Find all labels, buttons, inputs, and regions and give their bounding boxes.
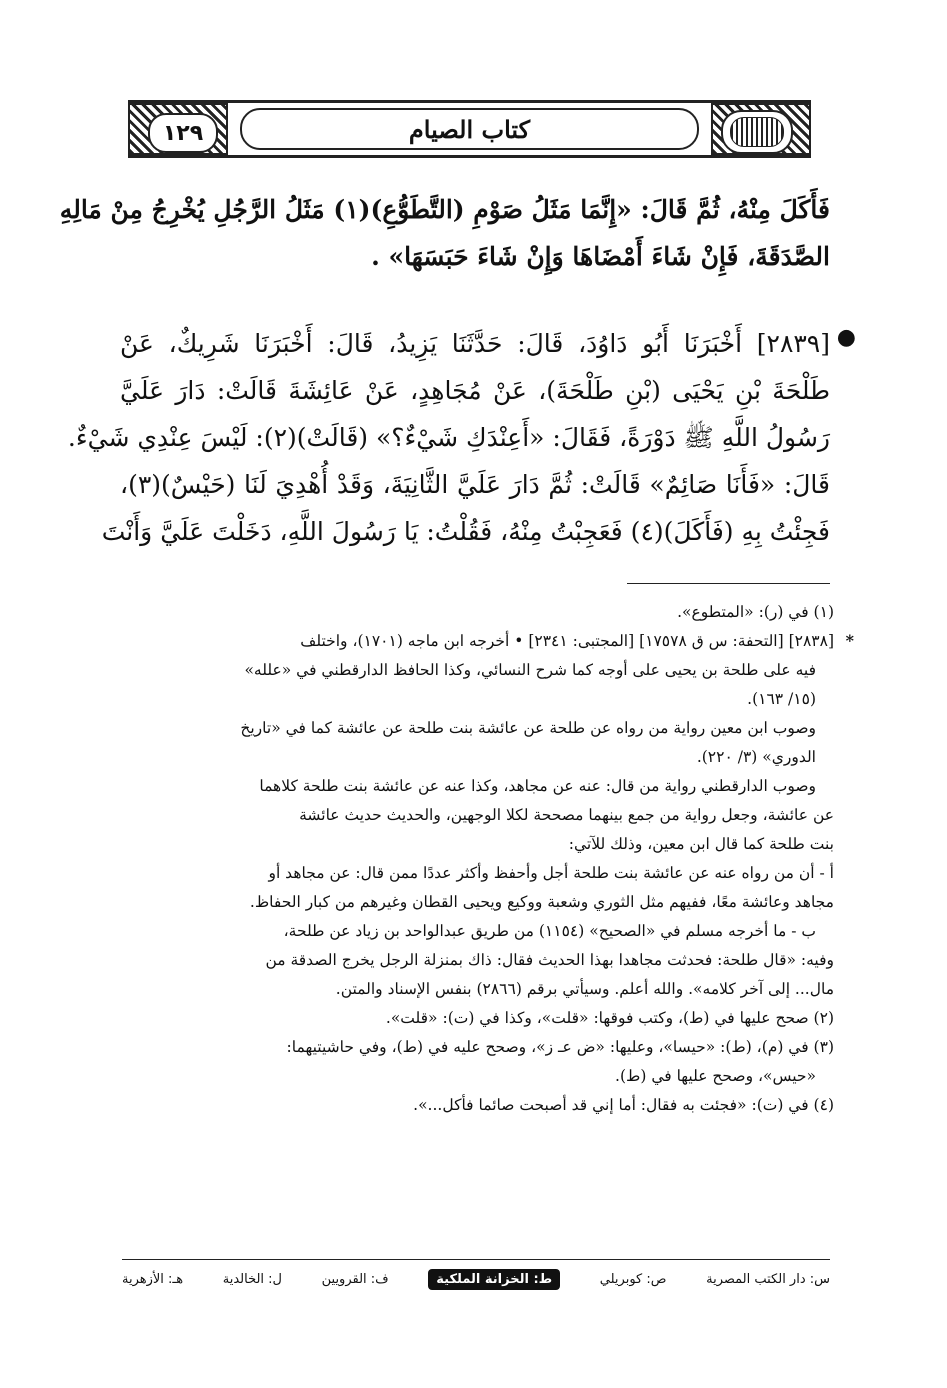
- footnote-2: (٢) صحح عليها في (ط)، وكتب فوقها: «قلت»، وكذا في (ت): «قلت».: [385, 1009, 834, 1027]
- text-line: فَجِئْتُ بِهِ (فَأَكَلَ)(٤) فَعَجِبْتُ مِنْهُ، فَقُلْتُ: يَا رَسُولَ اللَّهِ، دَخَلْتَ عَلَيَّ وَأَنْتَ: [101, 517, 830, 546]
- intro-paragraph: [59, 186, 830, 280]
- text-line: قَالَ: «فَأَنَا صَائِمٌ» قَالَتْ: ثُمَّ دَارَ عَلَيَّ الثَّانِيَةَ، وَقَدْ أُهْدِيَ لَنَا (حَيْسٌ)(٣)،: [120, 470, 830, 499]
- legend-item: ص: كوبريلي: [599, 1271, 667, 1287]
- title-cartouche: [240, 108, 699, 150]
- footnote-4: (٤) في (ت): «فجئت به فقال: أما إني قد أصبحت صائما فأكل...».: [413, 1096, 834, 1114]
- footnote-3-cont: «حيس»، وصحح عليها في (ط).: [615, 1067, 816, 1085]
- commentary-line: (١٥/ ١٦٣).: [747, 690, 816, 708]
- header-top-rule: [128, 100, 811, 103]
- text-line: فَأَكَلَ مِنْهُ، ثُمَّ قَالَ: «إِنَّمَا مَثَلُ صَوْمِ (التَّطَوُّعِ)(١) مَثَلُ الرَّجُلِ يُخْرِجُ مِنْ مَالِهِ: [59, 195, 830, 224]
- text-line: الصَّدَقَةَ، فَإِنْ شَاءَ أَمْضَاهَا وَإِنْ شَاءَ حَبَسَهَا» .: [371, 242, 830, 271]
- page-header: [128, 100, 811, 158]
- footer-rule: [122, 1259, 830, 1260]
- page-number: ١٢٩: [148, 113, 218, 153]
- commentary-line: عن عائشة، وجعل رواية من جمع بينهما مصححة لكلا الوجهين، والحديث حديث عائشة: [299, 806, 834, 824]
- commentary-line: مجاهد وعائشة معًا، ففيهم مثل الثوري وشعبة ووكيع ويحيى القطان وغيرهم من كبار الحفاظ.: [249, 893, 834, 911]
- footnotes: [118, 598, 854, 1120]
- header-bottom-rule: [128, 155, 811, 158]
- book-emblem-icon: [721, 110, 793, 154]
- asterisk-icon: *: [845, 631, 854, 650]
- text-line: [٢٨٣٩] أَخْبَرَنَا أَبُو دَاوُدَ، قَالَ: حَدَّثَنَا يَزِيدُ، قَالَ: أَخْبَرَنَا شَرِيكٌ، عَنْ: [120, 329, 830, 358]
- left-ornament: [128, 103, 228, 155]
- commentary-line: فيه على طلحة بن يحيى على أوجه كما شرح النسائي، وكذا الحافظ الدارقطني في «علله»: [244, 661, 816, 679]
- footnote-1: (١) في (ر): «المتطوع».: [677, 603, 834, 621]
- text-line: طَلْحَةَ بْنِ يَحْيَى (بْنِ طَلْحَةَ)، عَنْ مُجَاهِدٍ، عَنْ عَائِشَةَ قَالَتْ: دَارَ عَلَيَّ: [120, 376, 830, 405]
- legend-item-highlighted: ط: الخزانة الملكية: [428, 1269, 560, 1290]
- commentary-line: وصوب الدارقطني رواية من قال: عنه عن مجاهد، وكذا عنه عن عائشة بنت طلحة كلاهما: [259, 777, 816, 795]
- legend-item: هـ: الأزهرية: [122, 1271, 184, 1287]
- footnote-3: (٣) في (م)، (ط): «حيسا»، وعليها: «ض عـ ز»، وصحح عليه في (ط)، وفي حاشيتيهما:: [286, 1038, 834, 1056]
- legend-item: س: دار الكتب المصرية: [706, 1271, 830, 1287]
- commentary-line: وصوب ابن معين رواية من رواه عن طلحة عن عائشة بنت طلحة عن عائشة كما في «تاريخ: [240, 719, 816, 737]
- legend-item: ف: القرويين: [321, 1271, 389, 1287]
- commentary-line: أ - أن من رواه عنه عن عائشة بنت طلحة أجل وأحفظ وأكثر عددًا ممن قال: عن مجاهد أو: [268, 864, 834, 882]
- commentary-block: [118, 627, 854, 1004]
- bullet-icon: ●: [836, 324, 856, 350]
- commentary-line: [٢٨٣٨] [التحفة: س ق ١٧٥٧٨] [المجتبى: ٢٣٤١] • أخرجه ابن ماجه (١٧٠١)، واختلف: [300, 632, 834, 650]
- commentary-line: مال... إلى آخر كلامه». والله أعلم. وسيأتي برقم (٢٨٦٦) بنفس الإسناد والمتن.: [335, 980, 834, 998]
- footnote-separator: [627, 583, 830, 584]
- hadith-paragraph: [67, 320, 856, 555]
- right-ornament: [711, 103, 811, 155]
- commentary-line: وفيه: «قال طلحة: فحدثت مجاهدا بهذا الحديث فقال: ذاك بمنزلة الرجل يخرج الصدقة من: [265, 951, 834, 969]
- legend-item: ل: الخالدية: [222, 1271, 282, 1287]
- commentary-line: بنت طلحة كما قال ابن معين، وذلك للآتي:: [568, 835, 834, 853]
- manuscript-legend: [122, 1264, 830, 1294]
- book-title: كتاب الصيام: [408, 114, 531, 144]
- text-line: رَسُولُ اللَّهِ ﷺ دَوْرَةً، فَقَالَ: «أَعِنْدَكِ شَيْءٌ؟» (قَالَتْ)(٢): لَيْسَ عِنْدِي شَيْءٌ.: [67, 423, 830, 452]
- commentary-line: الدوري» (٣/ ٢٢٠).: [696, 748, 816, 766]
- commentary-line: ب - ما أخرجه مسلم في «الصحيح» (١١٥٤) من طريق عبدالواحد بن زياد عن طلحة،: [283, 922, 816, 940]
